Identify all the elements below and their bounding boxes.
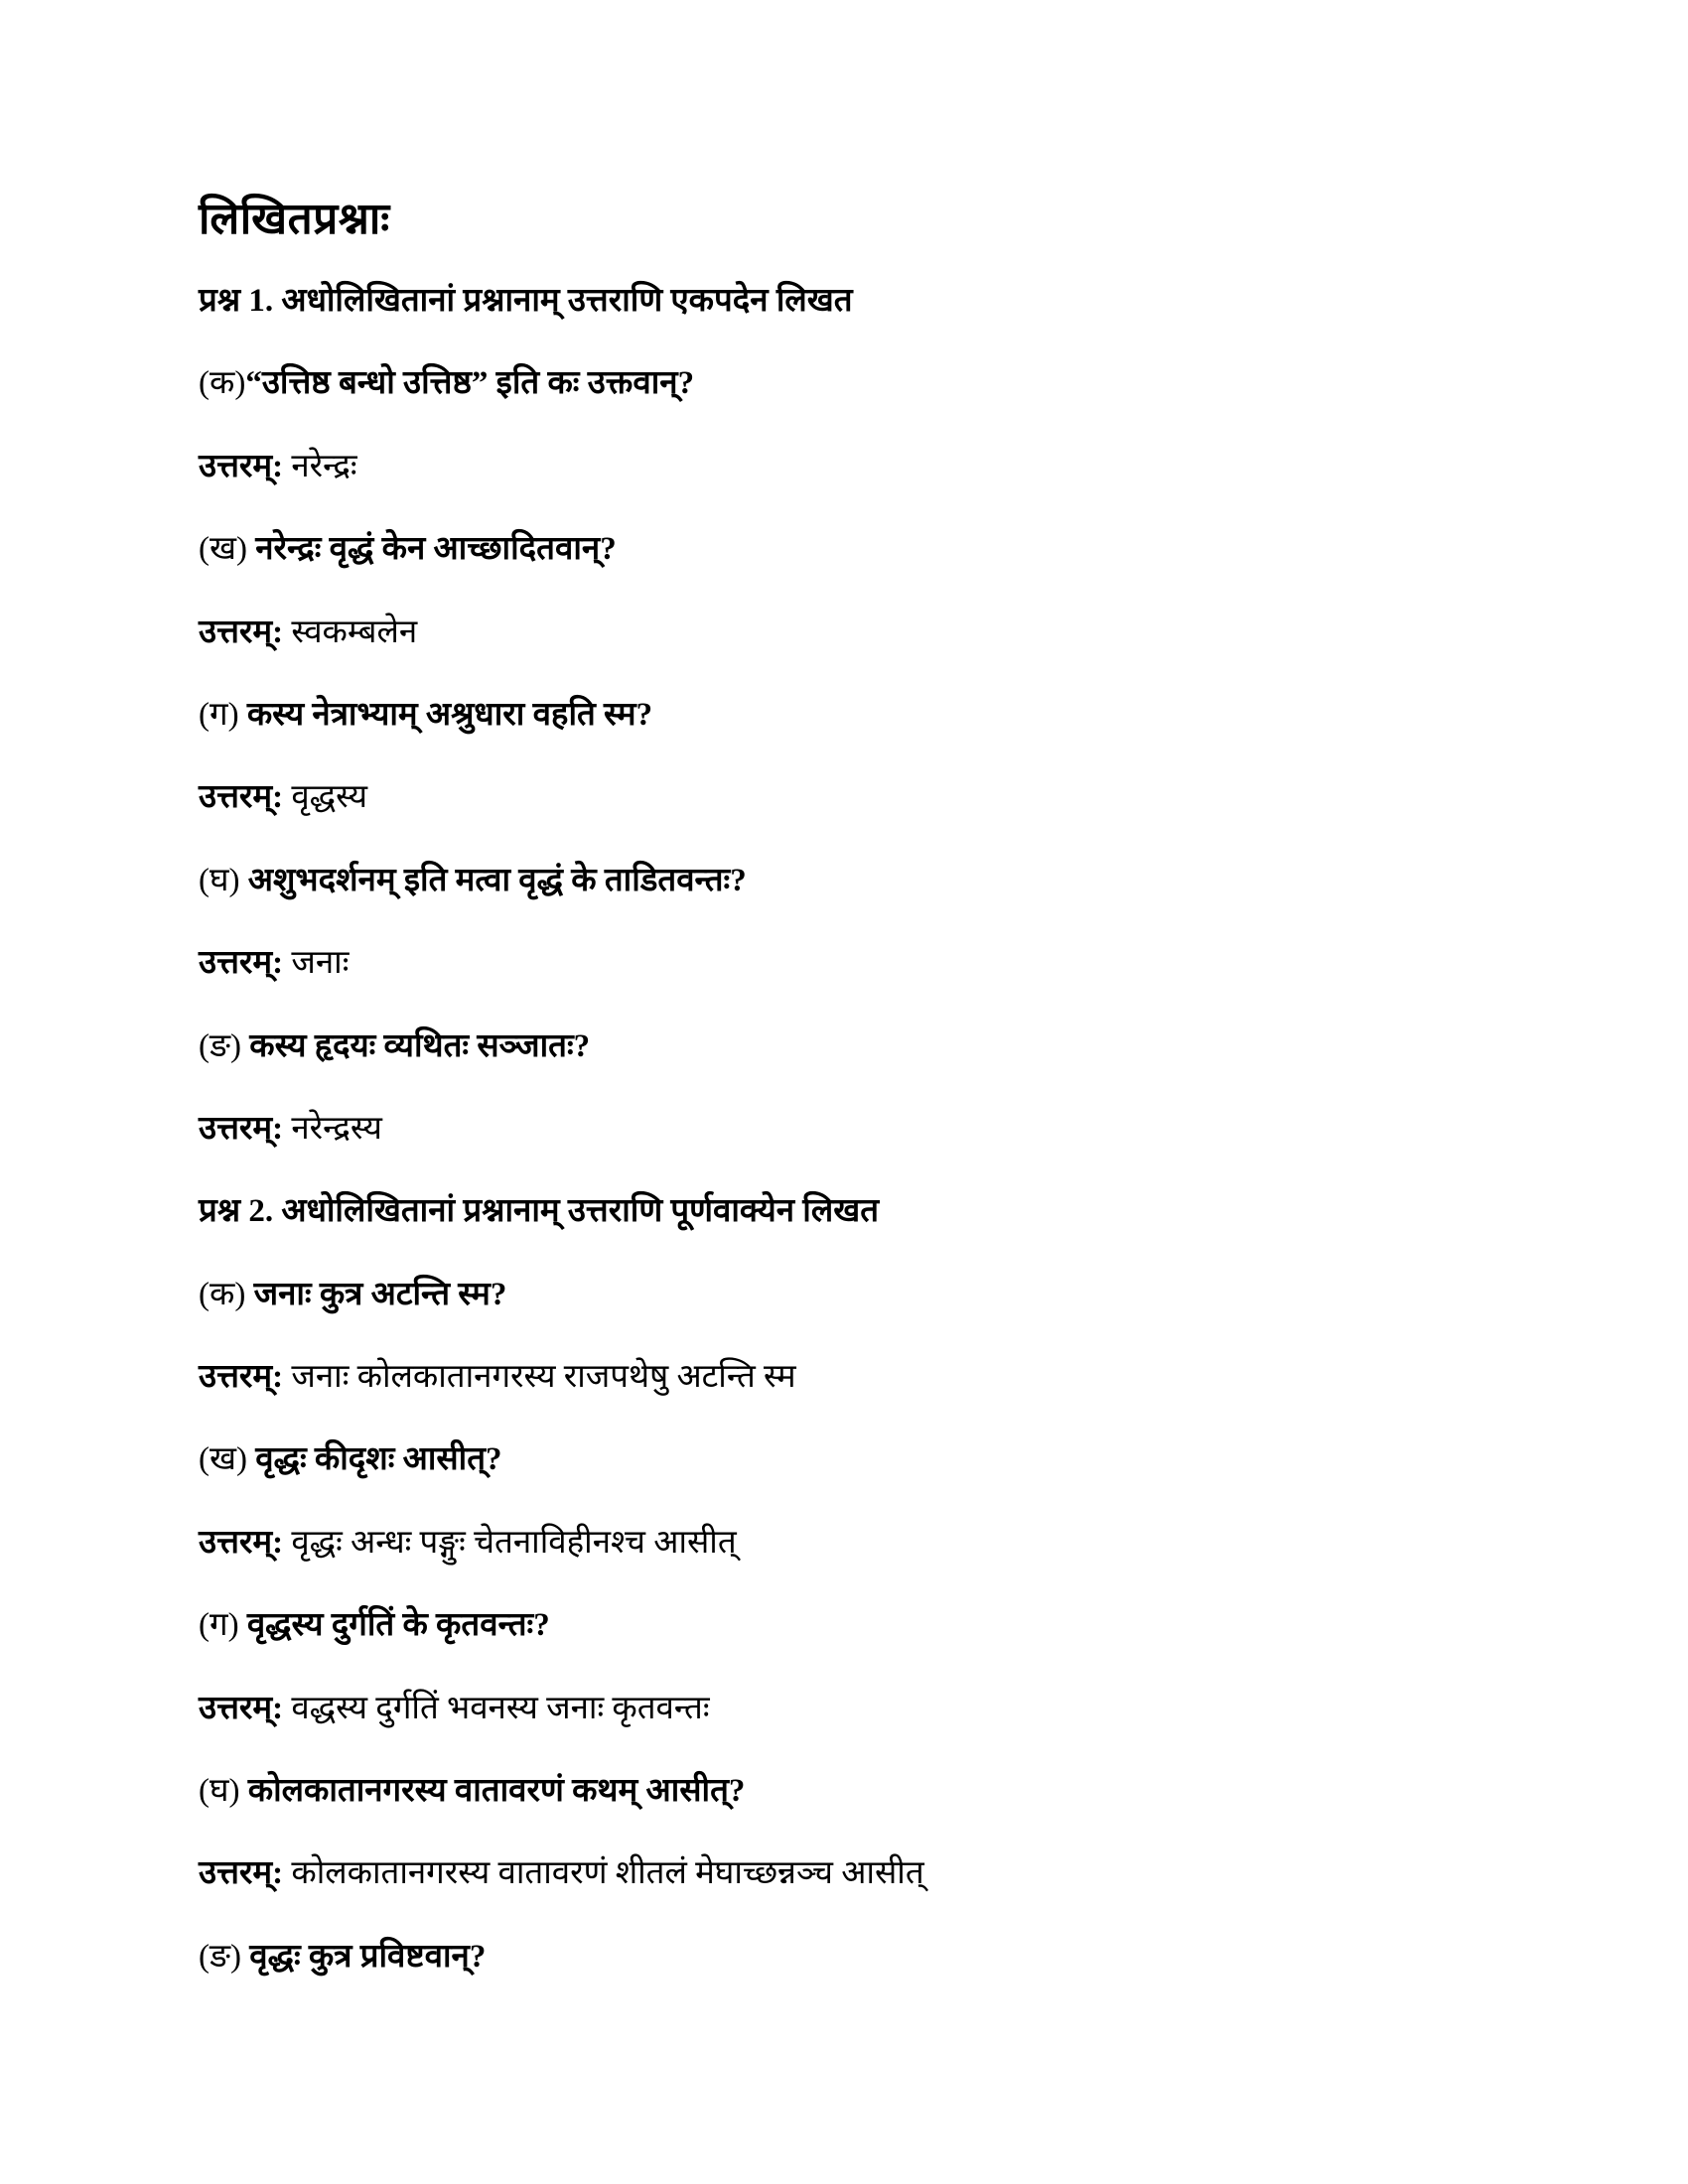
question-line bbox=[199, 1006, 1539, 1088]
question-marker: (ग) bbox=[199, 696, 239, 733]
answer-line bbox=[199, 1088, 1539, 1170]
answer-label: उत्तरम्: bbox=[199, 945, 284, 982]
question-text: अशुभदर्शनम् इति मत्वा वृद्धं के ताडितवन्तः? bbox=[239, 862, 747, 898]
question-line bbox=[199, 674, 1539, 756]
answer-label: उत्तरम्: bbox=[199, 1524, 284, 1561]
answer-line bbox=[199, 1336, 1539, 1419]
answer-line bbox=[199, 1502, 1539, 1584]
answer-text: कोलकातानगरस्य वातावरणं शीतलं मेघाच्छन्नञ्च आसीत् bbox=[283, 1855, 924, 1892]
document-body bbox=[199, 260, 1539, 1998]
question-line bbox=[199, 1254, 1539, 1336]
question-marker: (घ) bbox=[199, 1773, 240, 1810]
question-text: कोलकातानगरस्य वातावरणं कथम् आसीत्? bbox=[239, 1773, 746, 1810]
question-text: कस्य नेत्राभ्याम् अश्रुधारा वहति स्म? bbox=[238, 696, 653, 733]
question-line bbox=[199, 1419, 1539, 1501]
question-text: जनाः कुत्र अटन्ति स्म? bbox=[245, 1276, 507, 1312]
question-text: नरेन्द्रः वृद्धं केन आच्छादितवान्? bbox=[246, 531, 617, 568]
question-marker: (क) bbox=[199, 1276, 246, 1312]
answer-text: वृद्धस्य bbox=[283, 779, 368, 816]
answer-line bbox=[199, 756, 1539, 839]
answer-text: नरेन्द्रस्य bbox=[283, 1110, 382, 1147]
question-marker: (क) bbox=[199, 365, 246, 402]
question-text: “उत्तिष्ठ बन्धो उत्तिष्ठ” इति कः उक्तवान्? bbox=[245, 365, 695, 402]
answer-line bbox=[199, 426, 1539, 508]
answer-line bbox=[199, 1668, 1539, 1750]
answer-label: उत्तरम्: bbox=[199, 1690, 284, 1726]
answer-text: स्वकम्बलेन bbox=[283, 614, 418, 650]
answer-label: उत्तरम्: bbox=[199, 1359, 284, 1396]
heading-text: प्रश्न 1. अधोलिखितानां प्रश्नानाम् उत्तराणि एकपदेन लिखत bbox=[199, 283, 853, 319]
question-marker: (ख) bbox=[199, 531, 247, 568]
section-heading bbox=[199, 1170, 1539, 1253]
question-line bbox=[199, 1916, 1539, 1998]
question-line bbox=[199, 1750, 1539, 1833]
answer-label: उत्तरम्: bbox=[199, 614, 284, 650]
answer-label: उत्तरम्: bbox=[199, 1110, 284, 1147]
question-text: वृद्धः कुत्र प्रविष्टवान्? bbox=[241, 1938, 487, 1975]
answer-text: वृद्धः अन्धः पङ्गुः चेतनाविहीनश्च आसीत् bbox=[283, 1524, 737, 1561]
question-text: कस्य हृदयः व्यथितः सञ्जातः? bbox=[241, 1027, 591, 1064]
question-text: वृद्धस्य दुर्गतिं के कृतवन्तः? bbox=[238, 1607, 550, 1644]
answer-text: जनाः bbox=[283, 945, 350, 982]
question-line bbox=[199, 1584, 1539, 1667]
answer-label: उत्तरम्: bbox=[199, 779, 284, 816]
question-line bbox=[199, 508, 1539, 591]
question-line bbox=[199, 342, 1539, 425]
section-heading bbox=[199, 260, 1539, 342]
document-title: लिखितप्रश्नाः bbox=[199, 195, 390, 243]
answer-text: जनाः कोलकातानगरस्य राजपथेषु अटन्ति स्म bbox=[283, 1359, 796, 1396]
question-marker: (घ) bbox=[199, 862, 240, 898]
answer-line bbox=[199, 592, 1539, 674]
question-line bbox=[199, 840, 1539, 922]
answer-label: उत्तरम्: bbox=[199, 1855, 284, 1892]
question-marker: (ङ) bbox=[199, 1938, 241, 1975]
answer-text: नरेन्द्रः bbox=[283, 448, 357, 484]
answer-text: वद्धस्य दुर्गतिं भवनस्य जनाः कृतवन्तः bbox=[283, 1690, 710, 1726]
question-marker: (ग) bbox=[199, 1607, 239, 1644]
answer-line bbox=[199, 1833, 1539, 1915]
answer-label: उत्तरम्: bbox=[199, 448, 284, 484]
question-marker: (ङ) bbox=[199, 1027, 241, 1064]
question-text: वृद्धः कीदृशः आसीत्? bbox=[246, 1441, 502, 1478]
question-marker: (ख) bbox=[199, 1441, 247, 1478]
heading-text: प्रश्न 2. अधोलिखितानां प्रश्नानाम् उत्तराणि पूर्णवाक्येन लिखत bbox=[199, 1193, 880, 1230]
answer-line bbox=[199, 922, 1539, 1005]
